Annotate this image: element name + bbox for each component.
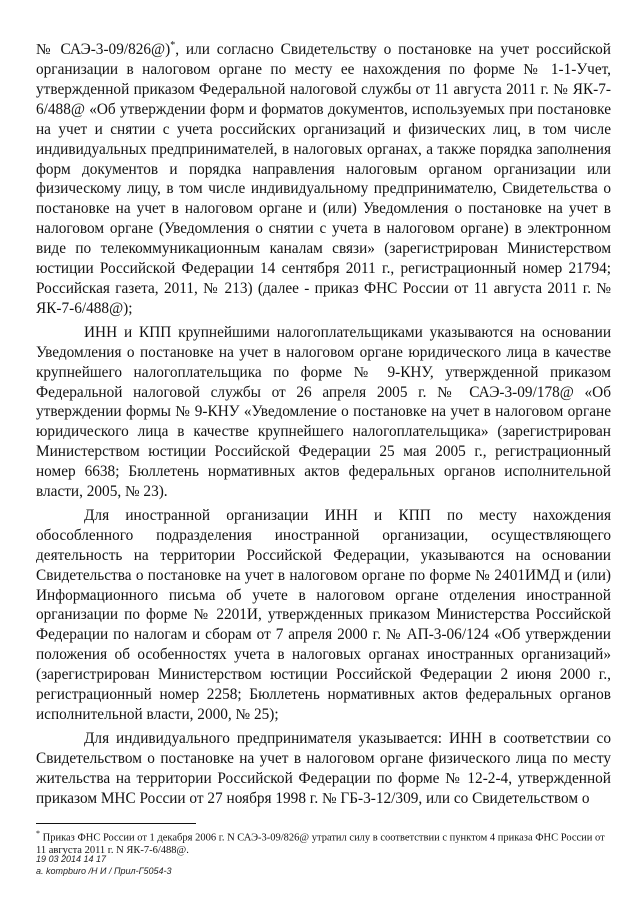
paragraph-2: ИНН и КПП крупнейшими налогоплательщиками указываются на основании Уведомления о постановке на учет в налоговом органе юридического лица в качестве крупнейшего налогоплательщика по форме № 9-КНУ, утвержденной приказом Федеральной налоговой службы от 26 апреля 2005 г. № САЭ-3-09/178@ «Об утверждении формы № 9-КНУ «Уведомление о постановке на учет в налоговом органе юридического лица в качестве крупнейшего налогоплательщика» (зарегистрирован Министерством юстиции Российской Федерации 25 мая 2005 г., регистрационный номер 6638; Бюллетень нормативных актов федеральных органов исполнительной власти, 2005, № 23). xyxy=(36,323,611,501)
footnote-text: Приказ ФНС России от 1 декабря 2006 г. N САЭ-3-09/826@ утратил силу в соответствии с пунктом 4 приказа ФНС России от 11 августа 2011 г. N ЯК-7-6/488@. xyxy=(36,832,605,856)
document-body xyxy=(36,36,611,813)
footnote-reference: * xyxy=(170,40,176,51)
paragraph-1: № САЭ-3-09/826@)*, или согласно Свидетельству о постановке на учет российской организации в налоговом органе по месту ее нахождения по форме № 1-1-Учет, утвержденной приказом Федеральной налоговой службы от 11 августа 2011 г. № ЯК-7-6/488@ «Об утверждении форм и форматов документов, используемых при постановке на учет и снятии с учета российских организаций и физических лиц, в том числе индивидуальных предпринимателей, в налоговых органах, а также порядка заполнения форм документов и порядка направления налоговым органом организации или физическому лицу, в том числе индивидуальному предпринимателю, Свидетельства о постановке на учет в налоговом органе и (или) Уведомления о постановке на учет в налоговом органе (Уведомления о снятии с учета в налоговом органе) в электронном виде по телекоммуникационным каналам связи» (зарегистрирован Министерством юстиции Российской Федерации 14 сентября 2011 г., регистрационный номер 21794; Российская газета, 2011, № 213) (далее - приказ ФНС России от 11 августа 2011 г. № ЯК-7-6/488@); xyxy=(36,40,611,317)
print-stamp-path: a. kompburo /Н И / Прил-Г5054-3 xyxy=(36,866,172,876)
footnote-divider xyxy=(36,823,196,824)
footnote-marker: * xyxy=(36,829,40,838)
paragraph-4: Для индивидуального предпринимателя указывается: ИНН в соответствии со Свидетельством о постановке на учет в налоговом органе физического лица по месту жительства на территории Российской Федерации по форме № 12-2-4, утвержденной приказом МНС России от 27 ноября 1998 г. № ГБ-3-12/309, или со Свидетельством о xyxy=(36,729,611,807)
footnote xyxy=(36,828,611,858)
paragraph-3: Для иностранной организации ИНН и КПП по месту нахождения обособленного подразделения иностранной организации, осуществляющего деятельность на территории Российской Федерации, указываются на основании Свидетельства о постановке на учет в налоговом органе по форме № 2401ИМД и (или) Информационного письма об учете в налоговом органе отделения иностранной организации по форме № 2201И, утвержденных приказом Министерства Российской Федерации по налогам и сборам от 7 апреля 2000 г. № АП-3-06/124 «Об утверждении положения об особенностях учета в налоговых органах иностранных организаций» (зарегистрирован Министерством юстиции Российской Федерации 2 июня 2000 г., регистрационный номер 2258; Бюллетень нормативных актов федеральных органов исполнительной власти, 2000, № 25); xyxy=(36,506,611,723)
print-stamp-date: 19 03 2014 14 17 xyxy=(36,854,107,864)
